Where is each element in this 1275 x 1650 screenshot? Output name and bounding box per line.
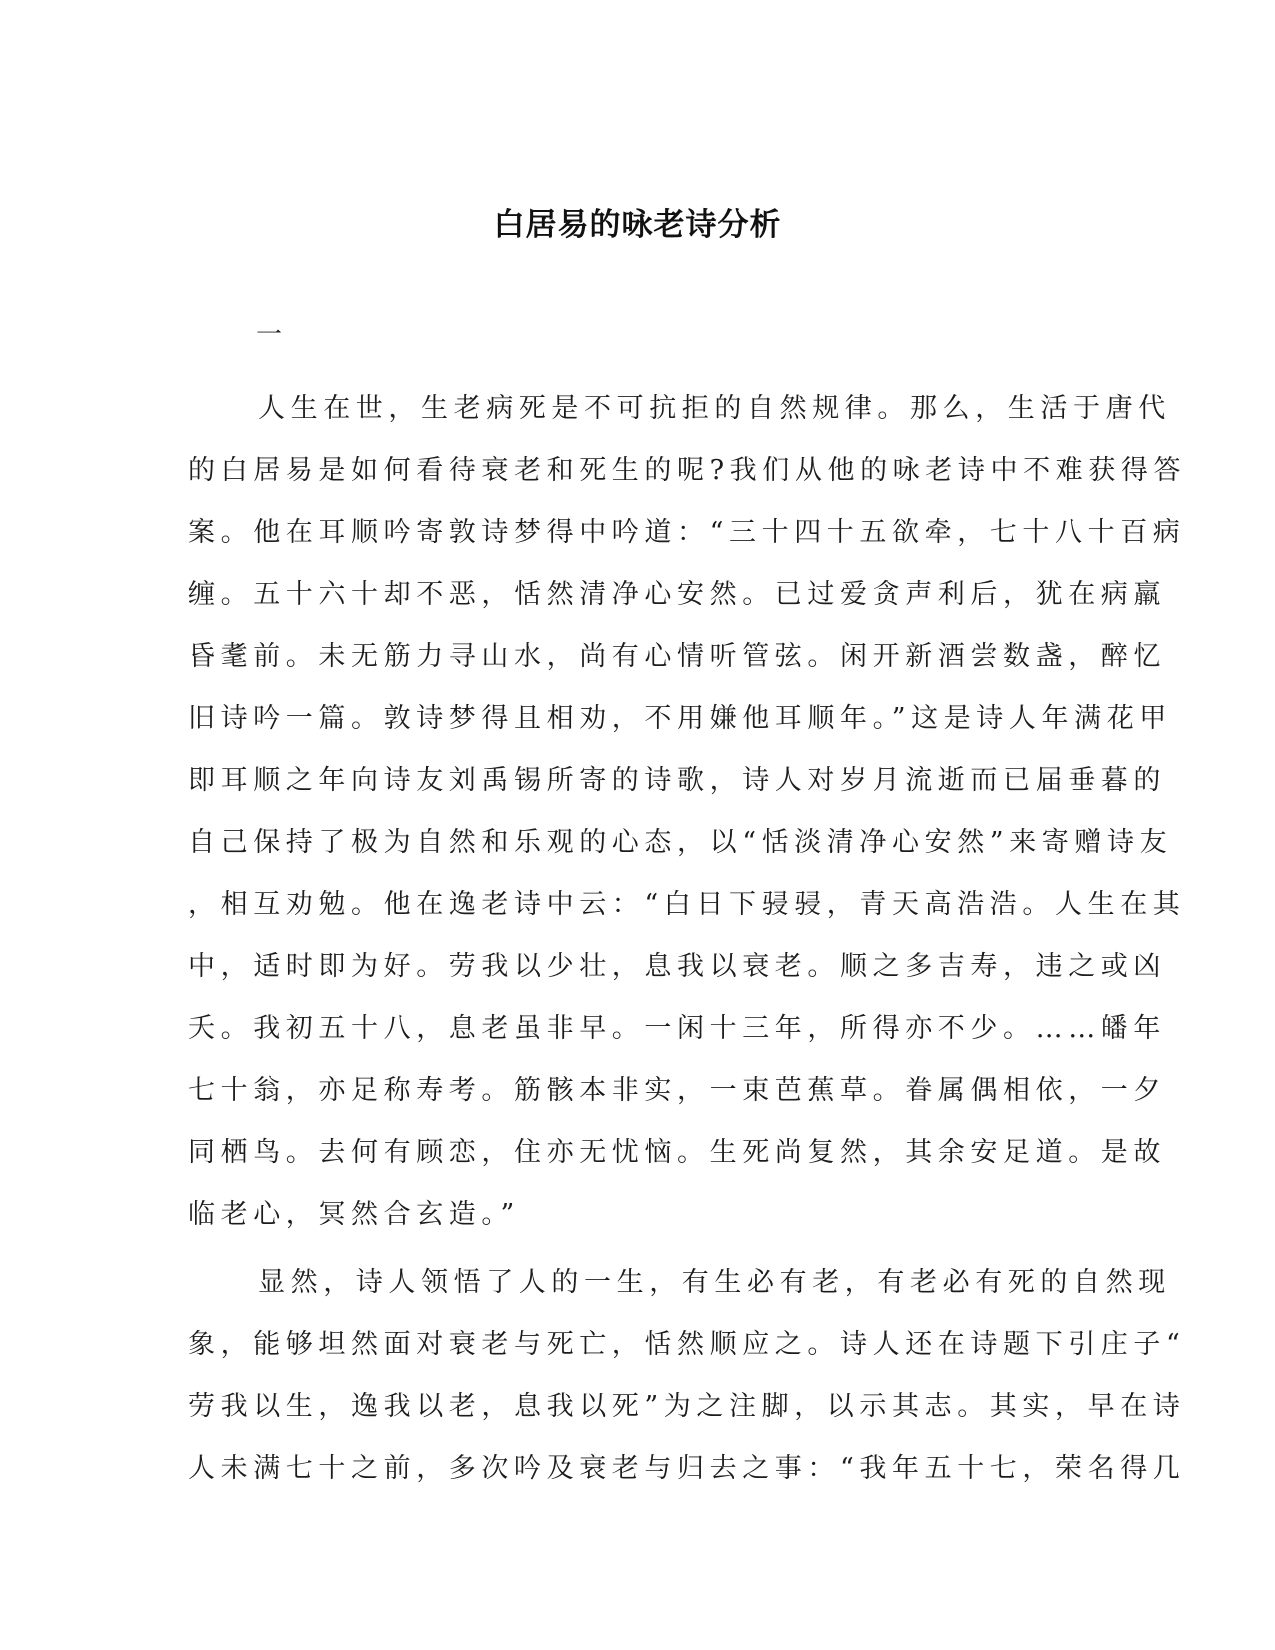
text-line: 同栖鸟。去何有顾恋，住亦无忧恼。生死尚复然，其余安足道。是故 <box>188 1137 1166 1168</box>
text-line: 人未满七十之前，多次吟及衰老与归去之事：“我年五十七，荣名得几 <box>188 1453 1186 1484</box>
text-line: 显然，诗人领悟了人的一生，有生必有老，有老必有死的自然现 <box>258 1267 1171 1298</box>
text-line: 临老心，冥然合玄造。” <box>188 1199 520 1230</box>
text-line: 昏耄前。未无筋力寻山水，尚有心情听管弦。闲开新酒尝数盏，醉忆 <box>188 641 1166 672</box>
text-line: 夭。我初五十八，息老虽非早。一闲十三年，所得亦不少。……皤年 <box>188 1013 1166 1044</box>
text-line: ，相互劝勉。他在逸老诗中云：“白日下骎骎，青天高浩浩。人生在其 <box>188 889 1186 920</box>
text-line: 象，能够坦然面对衰老与死亡，恬然顺应之。诗人还在诗题下引庄子“ <box>188 1329 1186 1360</box>
text-line: 中，适时即为好。劳我以少壮，息我以衰老。顺之多吉寿，违之或凶 <box>188 951 1166 982</box>
text-line: 即耳顺之年向诗友刘禹锡所寄的诗歌，诗人对岁月流逝而已届垂暮的 <box>188 765 1166 796</box>
text-line: 七十翁，亦足称寿考。筋骸本非实，一束芭蕉草。眷属偶相依，一夕 <box>188 1075 1166 1106</box>
text-line: 缠。五十六十却不恶，恬然清净心安然。已过爱贪声利后，犹在病羸 <box>188 579 1166 610</box>
text-line: 案。他在耳顺吟寄敦诗梦得中吟道：“三十四十五欲牵，七十八十百病 <box>188 517 1186 548</box>
text-line: 的白居易是如何看待衰老和死生的呢?我们从他的咏老诗中不难获得答 <box>188 455 1187 486</box>
body-text <box>188 378 1187 1500</box>
text-line: 旧诗吟一篇。敦诗梦得且相劝，不用嫌他耳顺年。”这是诗人年满花甲 <box>188 703 1172 734</box>
text-line: 劳我以生，逸我以老，息我以死”为之注脚，以示其志。其实，早在诗 <box>188 1391 1186 1422</box>
text-line: 人生在世，生老病死是不可抗拒的自然规律。那么，生活于唐代 <box>258 393 1171 424</box>
text-line: 自己保持了极为自然和乐观的心态，以“恬淡清净心安然”来寄赠诗友 <box>188 827 1173 858</box>
section-number: 一 <box>256 320 283 350</box>
document-title: 白居易的咏老诗分析 <box>493 207 782 243</box>
